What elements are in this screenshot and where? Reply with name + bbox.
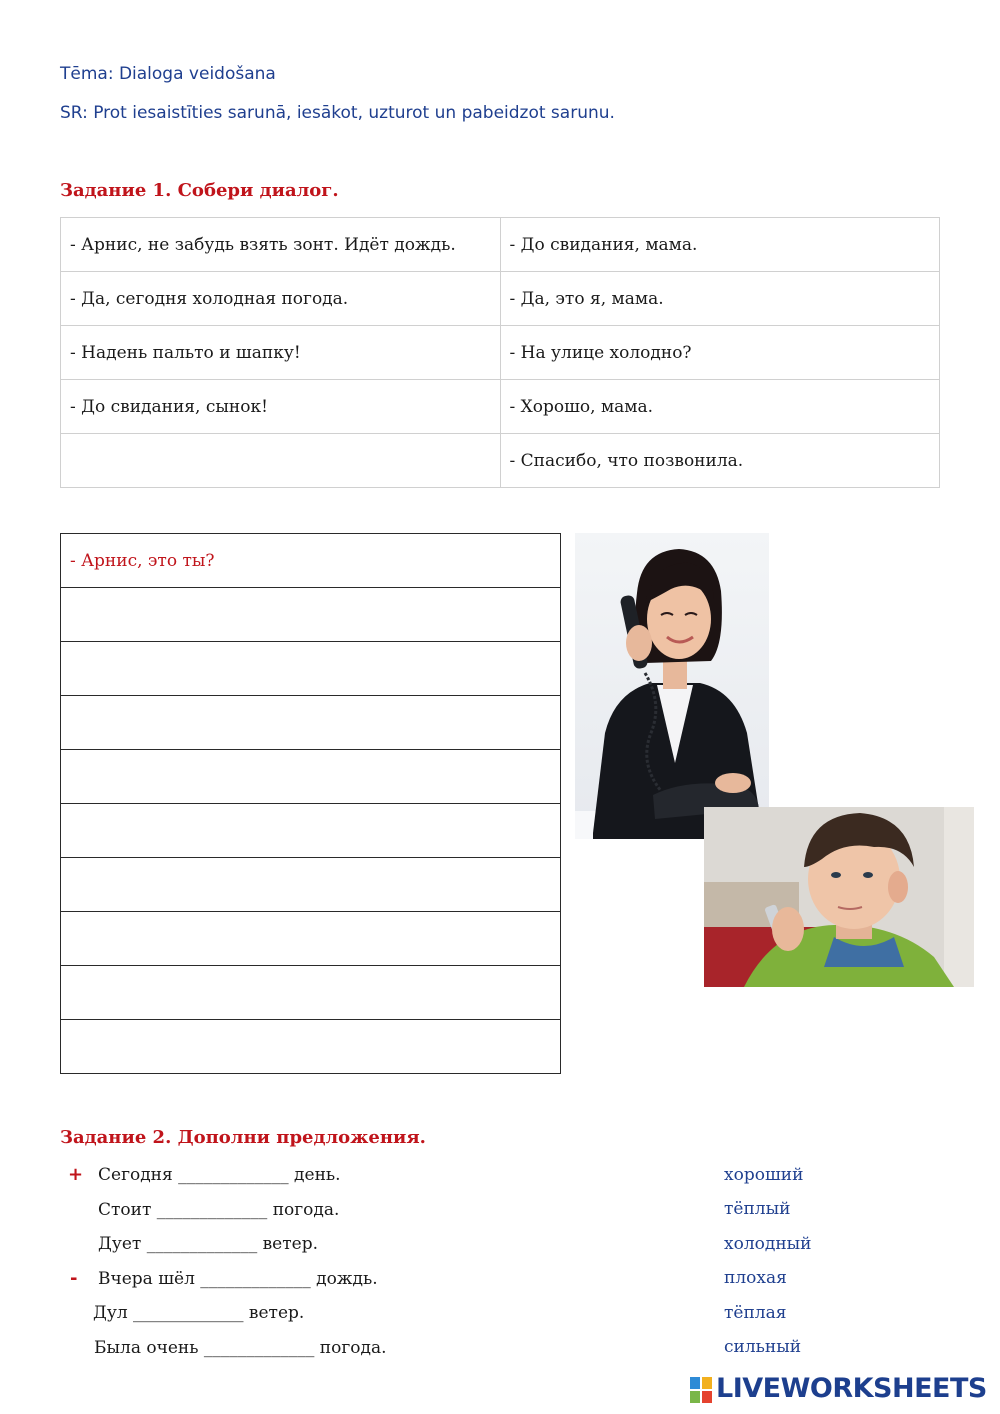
sentence-text[interactable]: Была очень _____________ погода. [94,1338,387,1358]
table-row [61,380,940,434]
sentence-text[interactable]: Стоит _____________ погода. [98,1200,340,1220]
table-row [61,218,940,272]
task2-title: Задание 2. Дополни предложения. [60,1127,426,1148]
word-bank-item[interactable]: холодный [724,1234,812,1254]
dialog-line-left[interactable]: - Арнис, не забудь взять зонт. Идёт дождь. [61,218,501,272]
negative-mark: - [70,1268,78,1289]
sentence-row [60,1299,940,1329]
dialog-line-left[interactable]: - Надень пальто и шапку! [61,326,501,380]
table-row [61,434,940,488]
answer-drop-slot[interactable] [61,912,561,966]
goal-line: SR: Prot iesaistīties sarunā, iesākot, uzturot un pabeidzot sarunu. [60,103,615,123]
sentence-text[interactable]: Вчера шёл _____________ дождь. [98,1269,378,1289]
sentence-text[interactable]: Дует _____________ ветер. [98,1234,318,1254]
table-row [61,326,940,380]
dialog-line-right[interactable]: - Спасибо, что позвонила. [500,434,940,488]
word-bank-item[interactable]: плохая [724,1268,787,1288]
dialog-line-left [61,434,501,488]
dialog-line-right[interactable]: - До свидания, мама. [500,218,940,272]
dialog-line-left[interactable]: - Да, сегодня холодная погода. [61,272,501,326]
sentence-row [60,1196,940,1226]
sentence-text[interactable]: Сегодня _____________ день. [98,1165,341,1185]
sentence-row [60,1334,940,1364]
liveworksheets-icon [690,1377,712,1403]
answer-drop-slot[interactable] [61,804,561,858]
sentence-row [60,1265,940,1295]
answer-drop-slot[interactable] [61,642,561,696]
dialog-line-right[interactable]: - Хорошо, мама. [500,380,940,434]
answer-row-1: - Арнис, это ты? [61,534,561,588]
mother-on-phone-photo [575,533,769,839]
word-bank-item[interactable]: тёплый [724,1199,791,1219]
answer-drop-slot[interactable] [61,1020,561,1074]
liveworksheets-logo [690,1373,990,1409]
word-bank-item[interactable]: сильный [724,1337,802,1357]
answer-drop-slot[interactable] [61,966,561,1020]
dialog-answer-table [60,533,561,1074]
word-bank-item[interactable]: тёплая [724,1303,787,1323]
dialog-line-left[interactable]: - До свидания, сынок! [61,380,501,434]
dialog-line-right[interactable]: - На улице холодно? [500,326,940,380]
sentence-row [60,1161,940,1191]
answer-drop-slot[interactable] [61,858,561,912]
answer-drop-slot[interactable] [61,588,561,642]
positive-mark: + [68,1164,84,1185]
sentence-text[interactable]: Дул _____________ ветер. [93,1303,305,1323]
answer-drop-slot[interactable] [61,750,561,804]
son-on-phone-photo [704,807,974,987]
word-bank-item[interactable]: хороший [724,1165,804,1185]
dialog-lines-table [60,217,940,488]
task1-title: Задание 1. Собери диалог. [60,180,339,201]
answer-drop-slot[interactable] [61,696,561,750]
dialog-line-right[interactable]: - Да, это я, мама. [500,272,940,326]
logo-text: LIVEWORKSHEETS [716,1373,987,1404]
table-row [61,272,940,326]
topic-line: Tēma: Dialoga veidošana [60,64,276,84]
